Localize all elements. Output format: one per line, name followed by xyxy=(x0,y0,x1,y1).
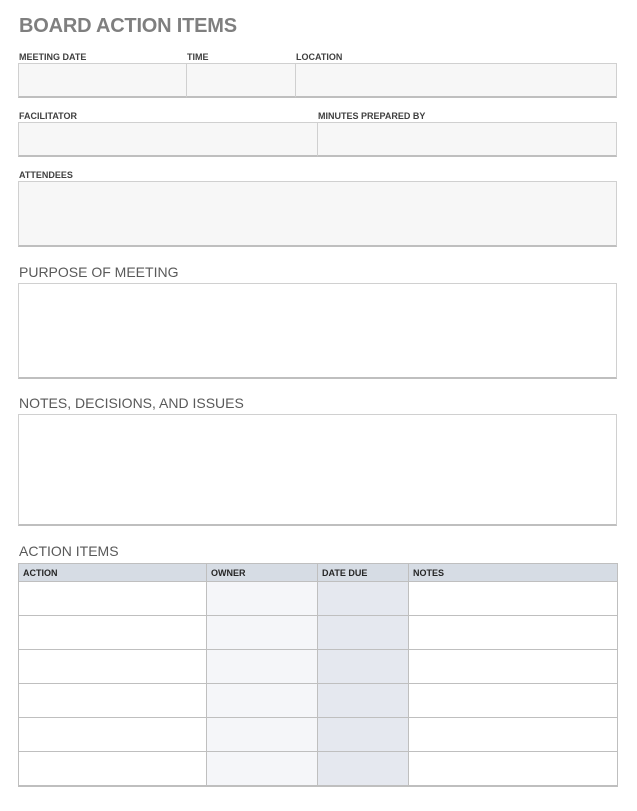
table-row xyxy=(19,582,618,616)
table-row xyxy=(19,616,618,650)
action-cell[interactable] xyxy=(19,650,207,684)
purpose-heading: PURPOSE OF MEETING xyxy=(19,264,179,280)
attendees-label: ATTENDEES xyxy=(19,170,73,180)
time-field[interactable] xyxy=(186,63,296,98)
owner-cell[interactable] xyxy=(207,616,318,650)
owner-cell[interactable] xyxy=(207,752,318,787)
table-row xyxy=(19,752,618,787)
notes-column-header: NOTES xyxy=(409,564,618,582)
facilitator-field[interactable] xyxy=(18,122,318,157)
owner-cell[interactable] xyxy=(207,650,318,684)
notes-cell[interactable] xyxy=(409,650,618,684)
purpose-field[interactable] xyxy=(18,283,617,379)
date-due-cell[interactable] xyxy=(318,718,409,752)
notes-cell[interactable] xyxy=(409,582,618,616)
table-header-row xyxy=(19,564,618,582)
action-cell[interactable] xyxy=(19,718,207,752)
location-label: LOCATION xyxy=(296,52,343,62)
attendees-field[interactable] xyxy=(18,181,617,247)
date-due-cell[interactable] xyxy=(318,684,409,718)
table-row xyxy=(19,684,618,718)
action-cell[interactable] xyxy=(19,752,207,787)
table-row xyxy=(19,718,618,752)
action-items-table xyxy=(18,563,618,787)
facilitator-label: FACILITATOR xyxy=(19,111,77,121)
table-row xyxy=(19,650,618,684)
date-due-cell[interactable] xyxy=(318,582,409,616)
location-field[interactable] xyxy=(295,63,617,98)
notes-heading: NOTES, DECISIONS, AND ISSUES xyxy=(19,395,244,411)
notes-cell[interactable] xyxy=(409,684,618,718)
date-due-cell[interactable] xyxy=(318,616,409,650)
owner-cell[interactable] xyxy=(207,718,318,752)
owner-column-header: OWNER xyxy=(207,564,318,582)
action-column-header: ACTION xyxy=(19,564,207,582)
action-items-heading: ACTION ITEMS xyxy=(19,543,119,559)
date-due-cell[interactable] xyxy=(318,752,409,787)
minutes-prepared-by-label: MINUTES PREPARED BY xyxy=(318,111,426,121)
notes-field[interactable] xyxy=(18,414,617,526)
owner-cell[interactable] xyxy=(207,684,318,718)
meeting-date-label: MEETING DATE xyxy=(19,52,87,62)
meeting-date-field[interactable] xyxy=(18,63,187,98)
time-label: TIME xyxy=(187,52,209,62)
action-cell[interactable] xyxy=(19,582,207,616)
date-due-cell[interactable] xyxy=(318,650,409,684)
owner-cell[interactable] xyxy=(207,582,318,616)
minutes-prepared-by-field[interactable] xyxy=(317,122,617,157)
notes-cell[interactable] xyxy=(409,718,618,752)
date-due-column-header: DATE DUE xyxy=(318,564,409,582)
notes-cell[interactable] xyxy=(409,752,618,787)
notes-cell[interactable] xyxy=(409,616,618,650)
page-title: BOARD ACTION ITEMS xyxy=(19,15,237,37)
action-cell[interactable] xyxy=(19,616,207,650)
action-cell[interactable] xyxy=(19,684,207,718)
